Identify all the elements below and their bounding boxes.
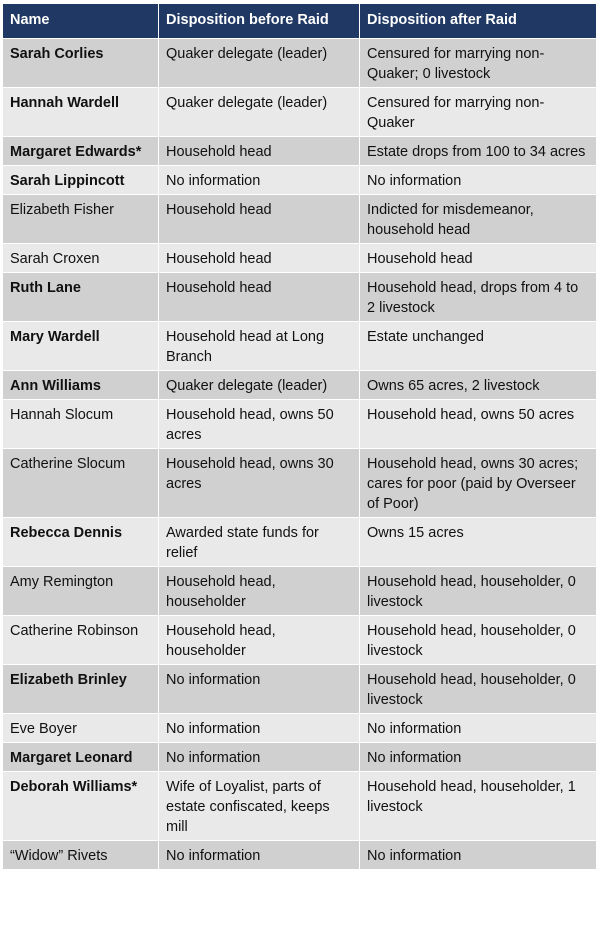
- after-raid-cell: Household head, owns 50 acres: [360, 400, 597, 449]
- table-row: [3, 400, 597, 449]
- after-raid-cell: Household head, owns 30 acres; cares for poor (paid by Overseer of Poor): [360, 449, 597, 518]
- before-raid-cell: Wife of Loyalist, parts of estate confiscated, keeps mill: [159, 772, 360, 841]
- after-raid-cell: Estate unchanged: [360, 322, 597, 371]
- disposition-table: [2, 3, 597, 870]
- table-header: [3, 4, 597, 39]
- name-cell: Deborah Williams*: [3, 772, 159, 841]
- before-raid-cell: Awarded state funds for relief: [159, 518, 360, 567]
- after-raid-cell: Owns 65 acres, 2 livestock: [360, 371, 597, 400]
- before-raid-cell: Quaker delegate (leader): [159, 88, 360, 137]
- header-before-raid: Disposition before Raid: [159, 4, 360, 39]
- name-cell: Mary Wardell: [3, 322, 159, 371]
- table-row: [3, 518, 597, 567]
- after-raid-cell: No information: [360, 714, 597, 743]
- table-row: [3, 743, 597, 772]
- after-raid-cell: Owns 15 acres: [360, 518, 597, 567]
- before-raid-cell: Household head, owns 50 acres: [159, 400, 360, 449]
- name-cell: Catherine Slocum: [3, 449, 159, 518]
- before-raid-cell: Quaker delegate (leader): [159, 371, 360, 400]
- table-row: [3, 322, 597, 371]
- before-raid-cell: Household head: [159, 244, 360, 273]
- name-cell: Sarah Croxen: [3, 244, 159, 273]
- table-row: [3, 665, 597, 714]
- before-raid-cell: Quaker delegate (leader): [159, 39, 360, 88]
- table-row: [3, 88, 597, 137]
- after-raid-cell: Household head, householder, 0 livestock: [360, 665, 597, 714]
- before-raid-cell: No information: [159, 665, 360, 714]
- table-row: [3, 273, 597, 322]
- name-cell: Elizabeth Brinley: [3, 665, 159, 714]
- table-body: [3, 39, 597, 870]
- after-raid-cell: Household head: [360, 244, 597, 273]
- table-row: [3, 772, 597, 841]
- after-raid-cell: Household head, drops from 4 to 2 livestock: [360, 273, 597, 322]
- after-raid-cell: Indicted for misdemeanor, household head: [360, 195, 597, 244]
- after-raid-cell: No information: [360, 841, 597, 870]
- name-cell: Margaret Edwards*: [3, 137, 159, 166]
- table-row: [3, 841, 597, 870]
- name-cell: Sarah Corlies: [3, 39, 159, 88]
- after-raid-cell: Estate drops from 100 to 34 acres: [360, 137, 597, 166]
- table-row: [3, 166, 597, 195]
- before-raid-cell: No information: [159, 841, 360, 870]
- header-name: Name: [3, 4, 159, 39]
- table-row: [3, 449, 597, 518]
- table-row: [3, 567, 597, 616]
- after-raid-cell: Household head, householder, 0 livestock: [360, 616, 597, 665]
- table-row: [3, 137, 597, 166]
- name-cell: Elizabeth Fisher: [3, 195, 159, 244]
- table-row: [3, 371, 597, 400]
- name-cell: Eve Boyer: [3, 714, 159, 743]
- before-raid-cell: Household head: [159, 195, 360, 244]
- table-row: [3, 616, 597, 665]
- name-cell: Sarah Lippincott: [3, 166, 159, 195]
- table-row: [3, 244, 597, 273]
- before-raid-cell: Household head, owns 30 acres: [159, 449, 360, 518]
- after-raid-cell: Household head, householder, 0 livestock: [360, 567, 597, 616]
- name-cell: Amy Remington: [3, 567, 159, 616]
- name-cell: Ann Williams: [3, 371, 159, 400]
- name-cell: Catherine Robinson: [3, 616, 159, 665]
- table-row: [3, 714, 597, 743]
- before-raid-cell: Household head, householder: [159, 616, 360, 665]
- before-raid-cell: No information: [159, 714, 360, 743]
- before-raid-cell: Household head at Long Branch: [159, 322, 360, 371]
- table-row: [3, 195, 597, 244]
- name-cell: “Widow” Rivets: [3, 841, 159, 870]
- name-cell: Hannah Wardell: [3, 88, 159, 137]
- before-raid-cell: Household head: [159, 273, 360, 322]
- before-raid-cell: No information: [159, 166, 360, 195]
- table-row: [3, 39, 597, 88]
- name-cell: Hannah Slocum: [3, 400, 159, 449]
- after-raid-cell: No information: [360, 166, 597, 195]
- before-raid-cell: No information: [159, 743, 360, 772]
- header-row: [3, 4, 597, 39]
- after-raid-cell: No information: [360, 743, 597, 772]
- name-cell: Margaret Leonard: [3, 743, 159, 772]
- name-cell: Ruth Lane: [3, 273, 159, 322]
- after-raid-cell: Censured for marrying non-Quaker: [360, 88, 597, 137]
- before-raid-cell: Household head: [159, 137, 360, 166]
- name-cell: Rebecca Dennis: [3, 518, 159, 567]
- before-raid-cell: Household head, householder: [159, 567, 360, 616]
- after-raid-cell: Censured for marrying non-Quaker; 0 livestock: [360, 39, 597, 88]
- header-after-raid: Disposition after Raid: [360, 4, 597, 39]
- after-raid-cell: Household head, householder, 1 livestock: [360, 772, 597, 841]
